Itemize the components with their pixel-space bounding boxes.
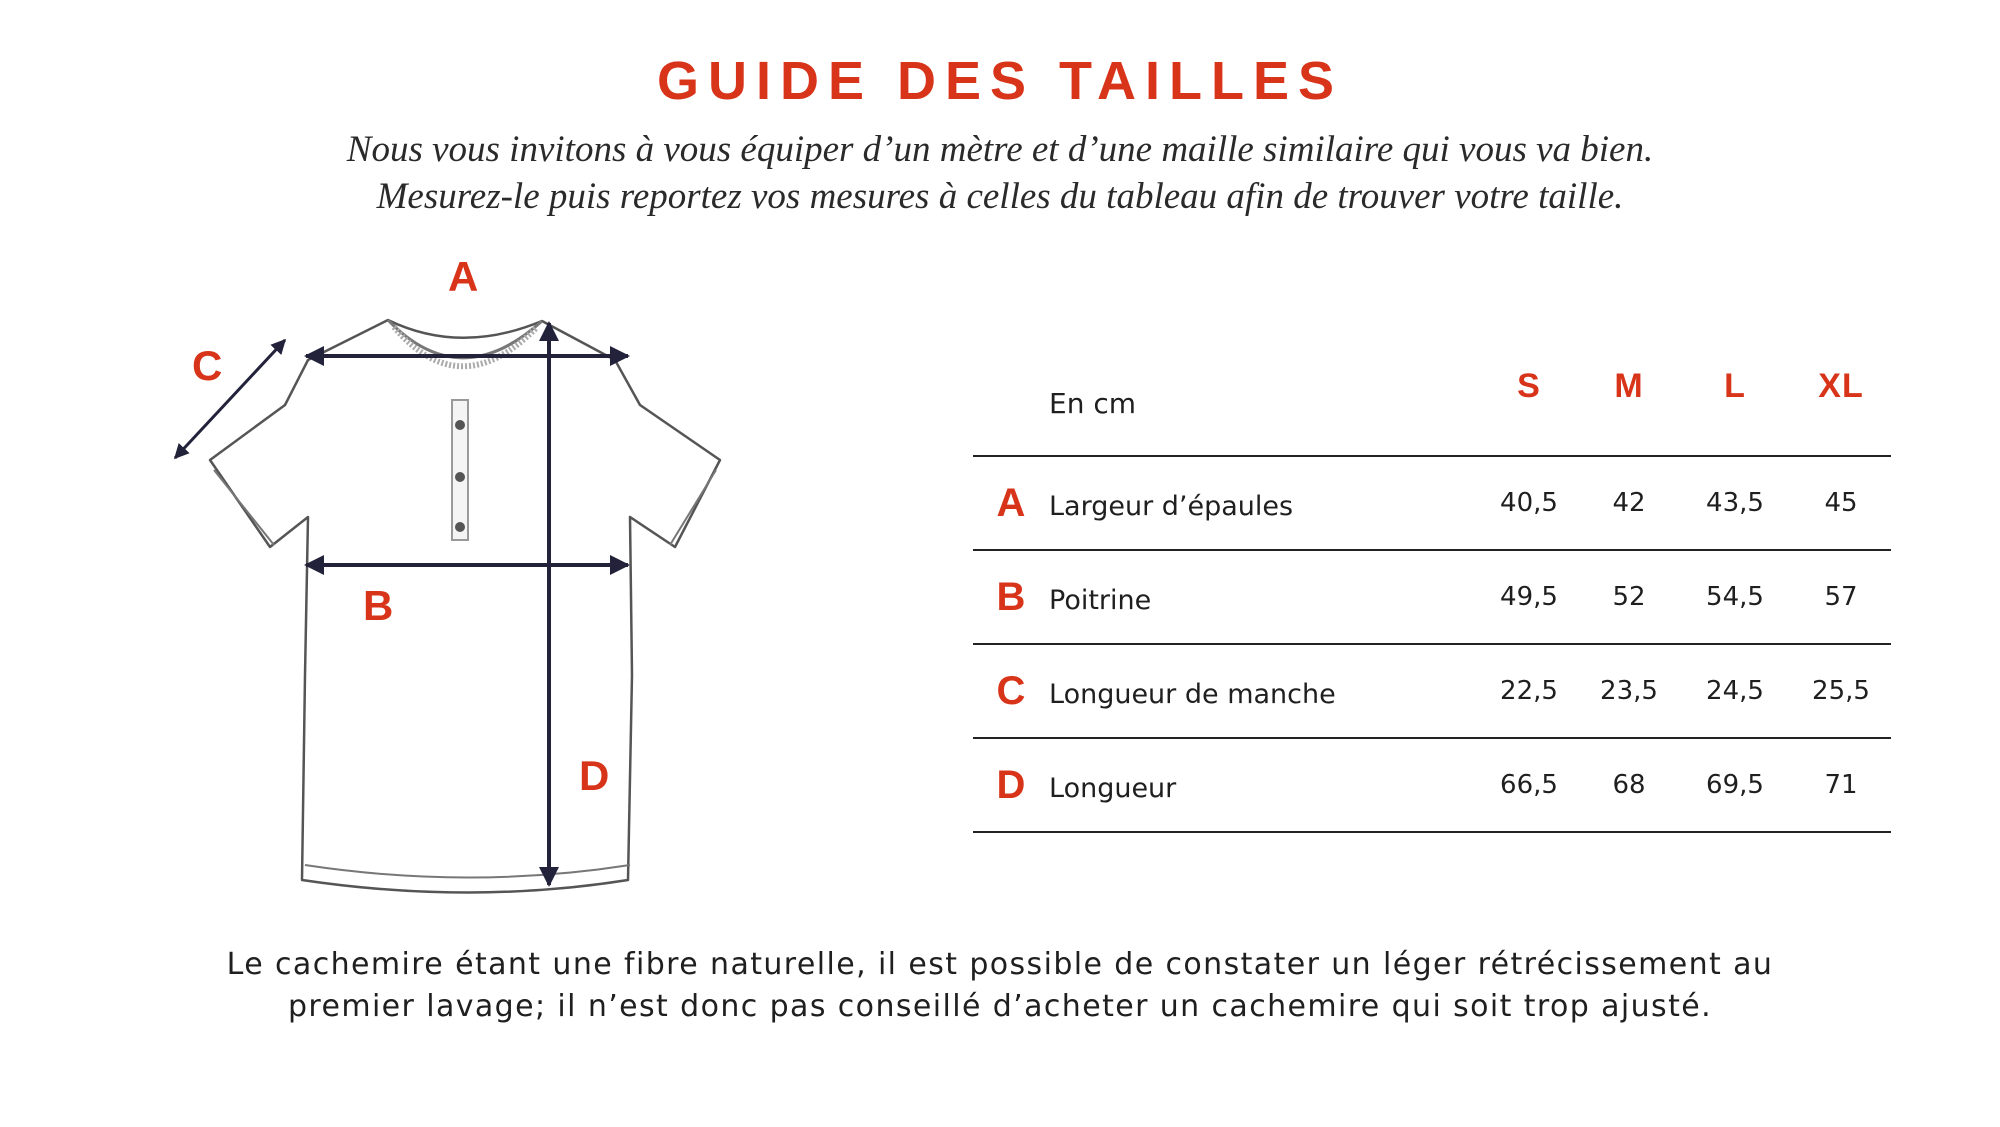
- row-label: Longueur: [1049, 772, 1177, 804]
- value-cell: 42: [1612, 488, 1646, 518]
- row-key: A: [996, 480, 1026, 525]
- intro-line-1: Nous vous invitons à vous équiper d’un mètre et d’une maille similaire qui vous va bien.: [346, 129, 1654, 170]
- row-key: D: [996, 762, 1026, 807]
- value-cell: 66,5: [1500, 770, 1558, 800]
- size-table-header: [973, 338, 1891, 456]
- value-cell: 52: [1612, 582, 1646, 612]
- page-title: GUIDE DES TAILLES: [656, 51, 1344, 111]
- measure-label-a: A: [448, 253, 479, 300]
- size-header-l: L: [1724, 367, 1746, 405]
- value-cell: 57: [1824, 582, 1858, 612]
- table-row: [973, 456, 1891, 550]
- tshirt-illustration: [170, 255, 750, 915]
- value-cell: 43,5: [1706, 488, 1764, 518]
- intro-line-2: Mesurez-le puis reportez vos mesures à celles du tableau afin de trouver votre taille.: [376, 176, 1624, 217]
- table-row: [973, 644, 1891, 738]
- size-header-s: S: [1517, 367, 1541, 405]
- care-note-line-1: Le cachemire étant une fibre naturelle, il est possible de constater un léger rétrécissement au: [226, 947, 1774, 982]
- row-key: B: [996, 574, 1026, 619]
- measure-label-c: C: [192, 342, 223, 389]
- row-label: Longueur de manche: [1049, 678, 1336, 710]
- measure-label-d: D: [579, 752, 610, 799]
- value-cell: 23,5: [1600, 676, 1658, 706]
- measure-label-b: B: [363, 582, 394, 629]
- value-cell: 24,5: [1706, 676, 1764, 706]
- tshirt-diagram: [170, 255, 750, 919]
- value-cell: 49,5: [1500, 582, 1558, 612]
- value-cell: 45: [1824, 488, 1858, 518]
- size-table: [973, 338, 1891, 833]
- table-row: [973, 550, 1891, 644]
- size-header-xl: XL: [1818, 367, 1864, 405]
- table-row: [973, 738, 1891, 832]
- intro-text: [300, 126, 1700, 220]
- value-cell: 40,5: [1500, 488, 1558, 518]
- care-note: [0, 944, 2000, 1028]
- row-label: Largeur d’épaules: [1049, 490, 1294, 522]
- value-cell: 69,5: [1706, 770, 1764, 800]
- unit-label: En cm: [1049, 387, 1137, 420]
- row-label: Poitrine: [1049, 584, 1152, 616]
- value-cell: 68: [1612, 770, 1646, 800]
- value-cell: 25,5: [1812, 676, 1870, 706]
- care-note-line-2: premier lavage; il n’est donc pas conseillé d’acheter un cachemire qui soit trop ajusté.: [287, 989, 1713, 1024]
- row-key: C: [996, 668, 1026, 713]
- size-header-m: M: [1614, 367, 1644, 405]
- value-cell: 54,5: [1706, 582, 1764, 612]
- value-cell: 71: [1824, 770, 1858, 800]
- value-cell: 22,5: [1500, 676, 1558, 706]
